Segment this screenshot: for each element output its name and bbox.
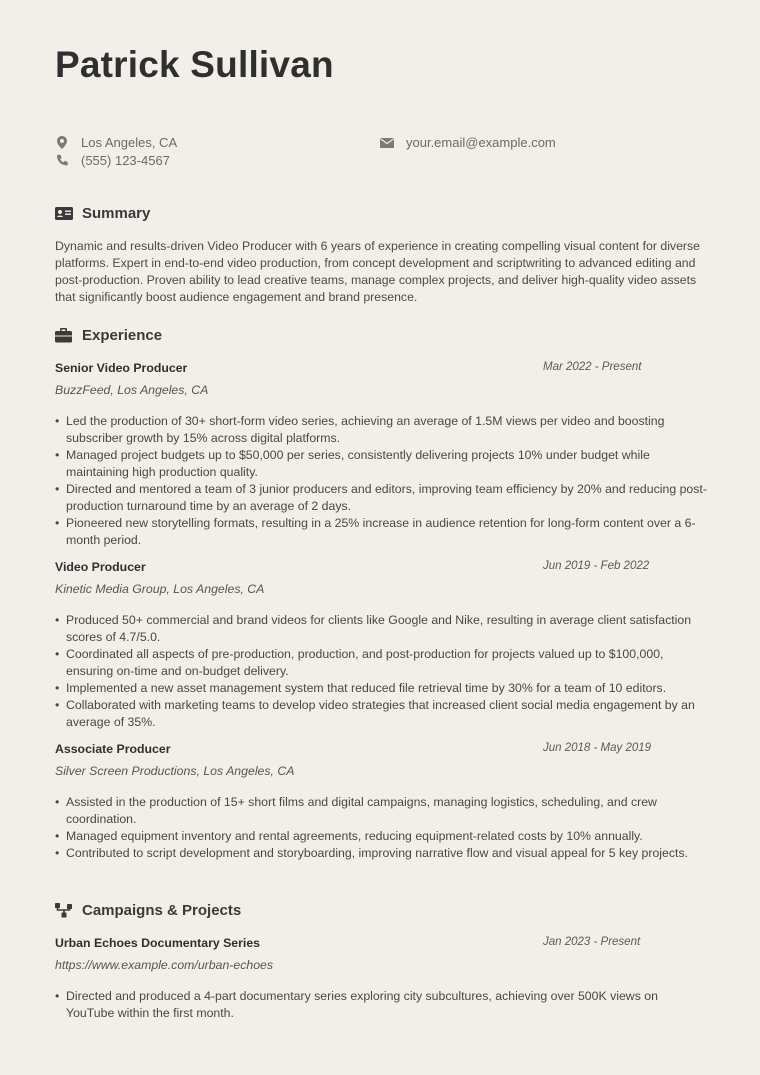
job-company: Silver Screen Productions, Los Angeles, CA bbox=[55, 764, 295, 778]
contact-email bbox=[380, 135, 556, 150]
sitemap-icon bbox=[55, 903, 73, 919]
list-item: • Coordinated all aspects of pre-production, production, and post-production for projects valued up to $100,000, ensuring on-time and on-budget delivery. bbox=[55, 646, 707, 680]
map-marker-icon bbox=[55, 136, 69, 150]
list-item: • Directed and mentored a team of 3 junior producers and editors, improving team efficiency by 20% and reducing post-production turnaround time by an average of 2 days. bbox=[55, 481, 707, 515]
list-item: • Directed and produced a 4-part documentary series exploring city subcultures, achieving over 500K views on YouTube within the first month. bbox=[55, 988, 707, 1022]
list-item: • Led the production of 30+ short-form video series, achieving an average of 1.5M views per video and boosting subscriber growth by 15% across digital platforms. bbox=[55, 413, 707, 447]
candidate-name: Patrick Sullivan bbox=[55, 44, 334, 85]
job-title: Video Producer bbox=[55, 560, 146, 574]
list-item: • Collaborated with marketing teams to develop video strategies that increased client social media engagement by an average of 35%. bbox=[55, 697, 707, 731]
projects-heading-label: Campaigns & Projects bbox=[82, 902, 242, 919]
list-item: • Managed project budgets up to $50,000 per series, consistently delivering projects 10% under budget while maintaining high production quality. bbox=[55, 447, 707, 481]
envelope-icon bbox=[380, 136, 394, 150]
job-dates: Jun 2019 - Feb 2022 bbox=[543, 560, 650, 572]
job-bullets bbox=[55, 413, 707, 549]
job-dates: Jun 2018 - May 2019 bbox=[543, 742, 652, 754]
project-link[interactable]: https://www.example.com/urban-echoes bbox=[55, 958, 274, 972]
list-item: • Implemented a new asset management system that reduced file retrieval time by 30% for a team of 10 editors. bbox=[55, 680, 707, 697]
job-company: BuzzFeed, Los Angeles, CA bbox=[55, 383, 209, 397]
phone-icon bbox=[55, 154, 69, 168]
experience-heading bbox=[55, 327, 162, 344]
list-item: • Managed equipment inventory and rental agreements, reducing equipment-related costs by 10% annually. bbox=[55, 828, 707, 845]
job-title: Senior Video Producer bbox=[55, 361, 188, 375]
job-bullets bbox=[55, 612, 707, 731]
project-title: Urban Echoes Documentary Series bbox=[55, 936, 261, 950]
experience-heading-label: Experience bbox=[82, 327, 163, 344]
project-bullets bbox=[55, 988, 707, 1022]
job-bullets bbox=[55, 794, 707, 862]
project-dates: Jan 2023 - Present bbox=[543, 936, 641, 948]
list-item: • Contributed to script development and storyboarding, improving narrative flow and visual appeal for 5 key projects. bbox=[55, 845, 707, 862]
projects-heading bbox=[55, 902, 241, 919]
location-text: Los Angeles, CA bbox=[81, 135, 178, 150]
list-item: • Pioneered new storytelling formats, resulting in a 25% increase in audience retention for long-form content over a 6-month period. bbox=[55, 515, 707, 549]
contact-phone bbox=[55, 153, 170, 168]
job-dates: Mar 2022 - Present bbox=[543, 361, 642, 373]
job-company: Kinetic Media Group, Los Angeles, CA bbox=[55, 582, 265, 596]
summary-heading bbox=[55, 205, 150, 222]
contact-location bbox=[55, 135, 177, 150]
summary-text: Dynamic and results-driven Video Producer with 6 years of experience in creating compelling visual content for diverse platforms. Expert in end-to-end video production, from concept development and scriptwriting to advanced editing and post-production. Proven ability to lead creative teams, manage complex projects, and deliver high-quality video assets that significantly boost audience engagement and brand presence. bbox=[55, 239, 700, 304]
list-item: • Produced 50+ commercial and brand videos for clients like Google and Nike, resulting in average client satisfaction scores of 4.7/5.0. bbox=[55, 612, 707, 646]
phone-text[interactable]: (555) 123-4567 bbox=[81, 153, 170, 168]
summary-heading-label: Summary bbox=[82, 205, 151, 222]
list-item: • Assisted in the production of 15+ short films and digital campaigns, managing logistics, scheduling, and crew coordination. bbox=[55, 794, 707, 828]
email-text[interactable]: your.email@example.com bbox=[406, 135, 556, 150]
id-card-icon bbox=[55, 206, 73, 222]
job-title: Associate Producer bbox=[55, 742, 171, 756]
briefcase-icon bbox=[55, 328, 73, 344]
